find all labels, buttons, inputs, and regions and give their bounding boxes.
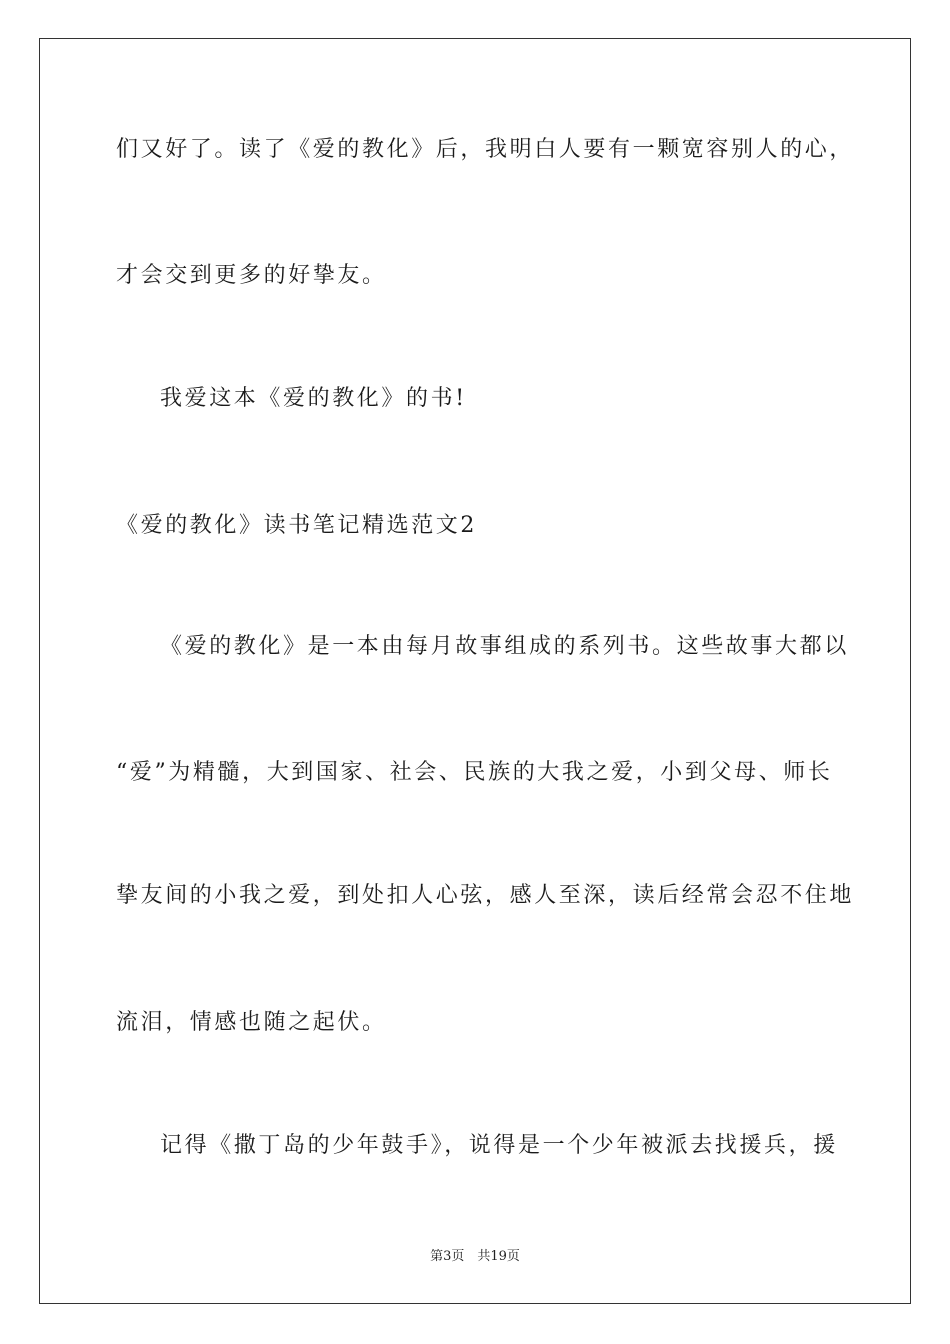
section-heading: 《爱的教化》读书笔记精选范文2	[116, 513, 477, 538]
text-line: 我爱这本《爱的教化》的书!	[160, 386, 467, 411]
text-line: “爱”为精髓，大到国家、社会、民族的大我之爱，小到父母、师长	[116, 760, 833, 785]
text-line: 记得《撒丁岛的少年鼓手》，说得是一个少年被派去找援兵，援	[160, 1133, 838, 1158]
text-line: 们又好了。读了《爱的教化》后，我明白人要有一颗宽容别人的心，	[116, 137, 855, 162]
text-line: 流泪，情感也随之起伏。	[116, 1010, 387, 1035]
text-line: 挚友间的小我之爱，到处扣人心弦，感人至深，读后经常会忍不住地	[116, 883, 855, 908]
text-line: 《爱的教化》是一本由每月故事组成的系列书。这些故事大都以	[160, 634, 849, 659]
text-line: 才会交到更多的好挚友。	[116, 263, 387, 288]
page-number: 第3页 共19页	[430, 1249, 520, 1264]
page-frame	[39, 38, 911, 1304]
